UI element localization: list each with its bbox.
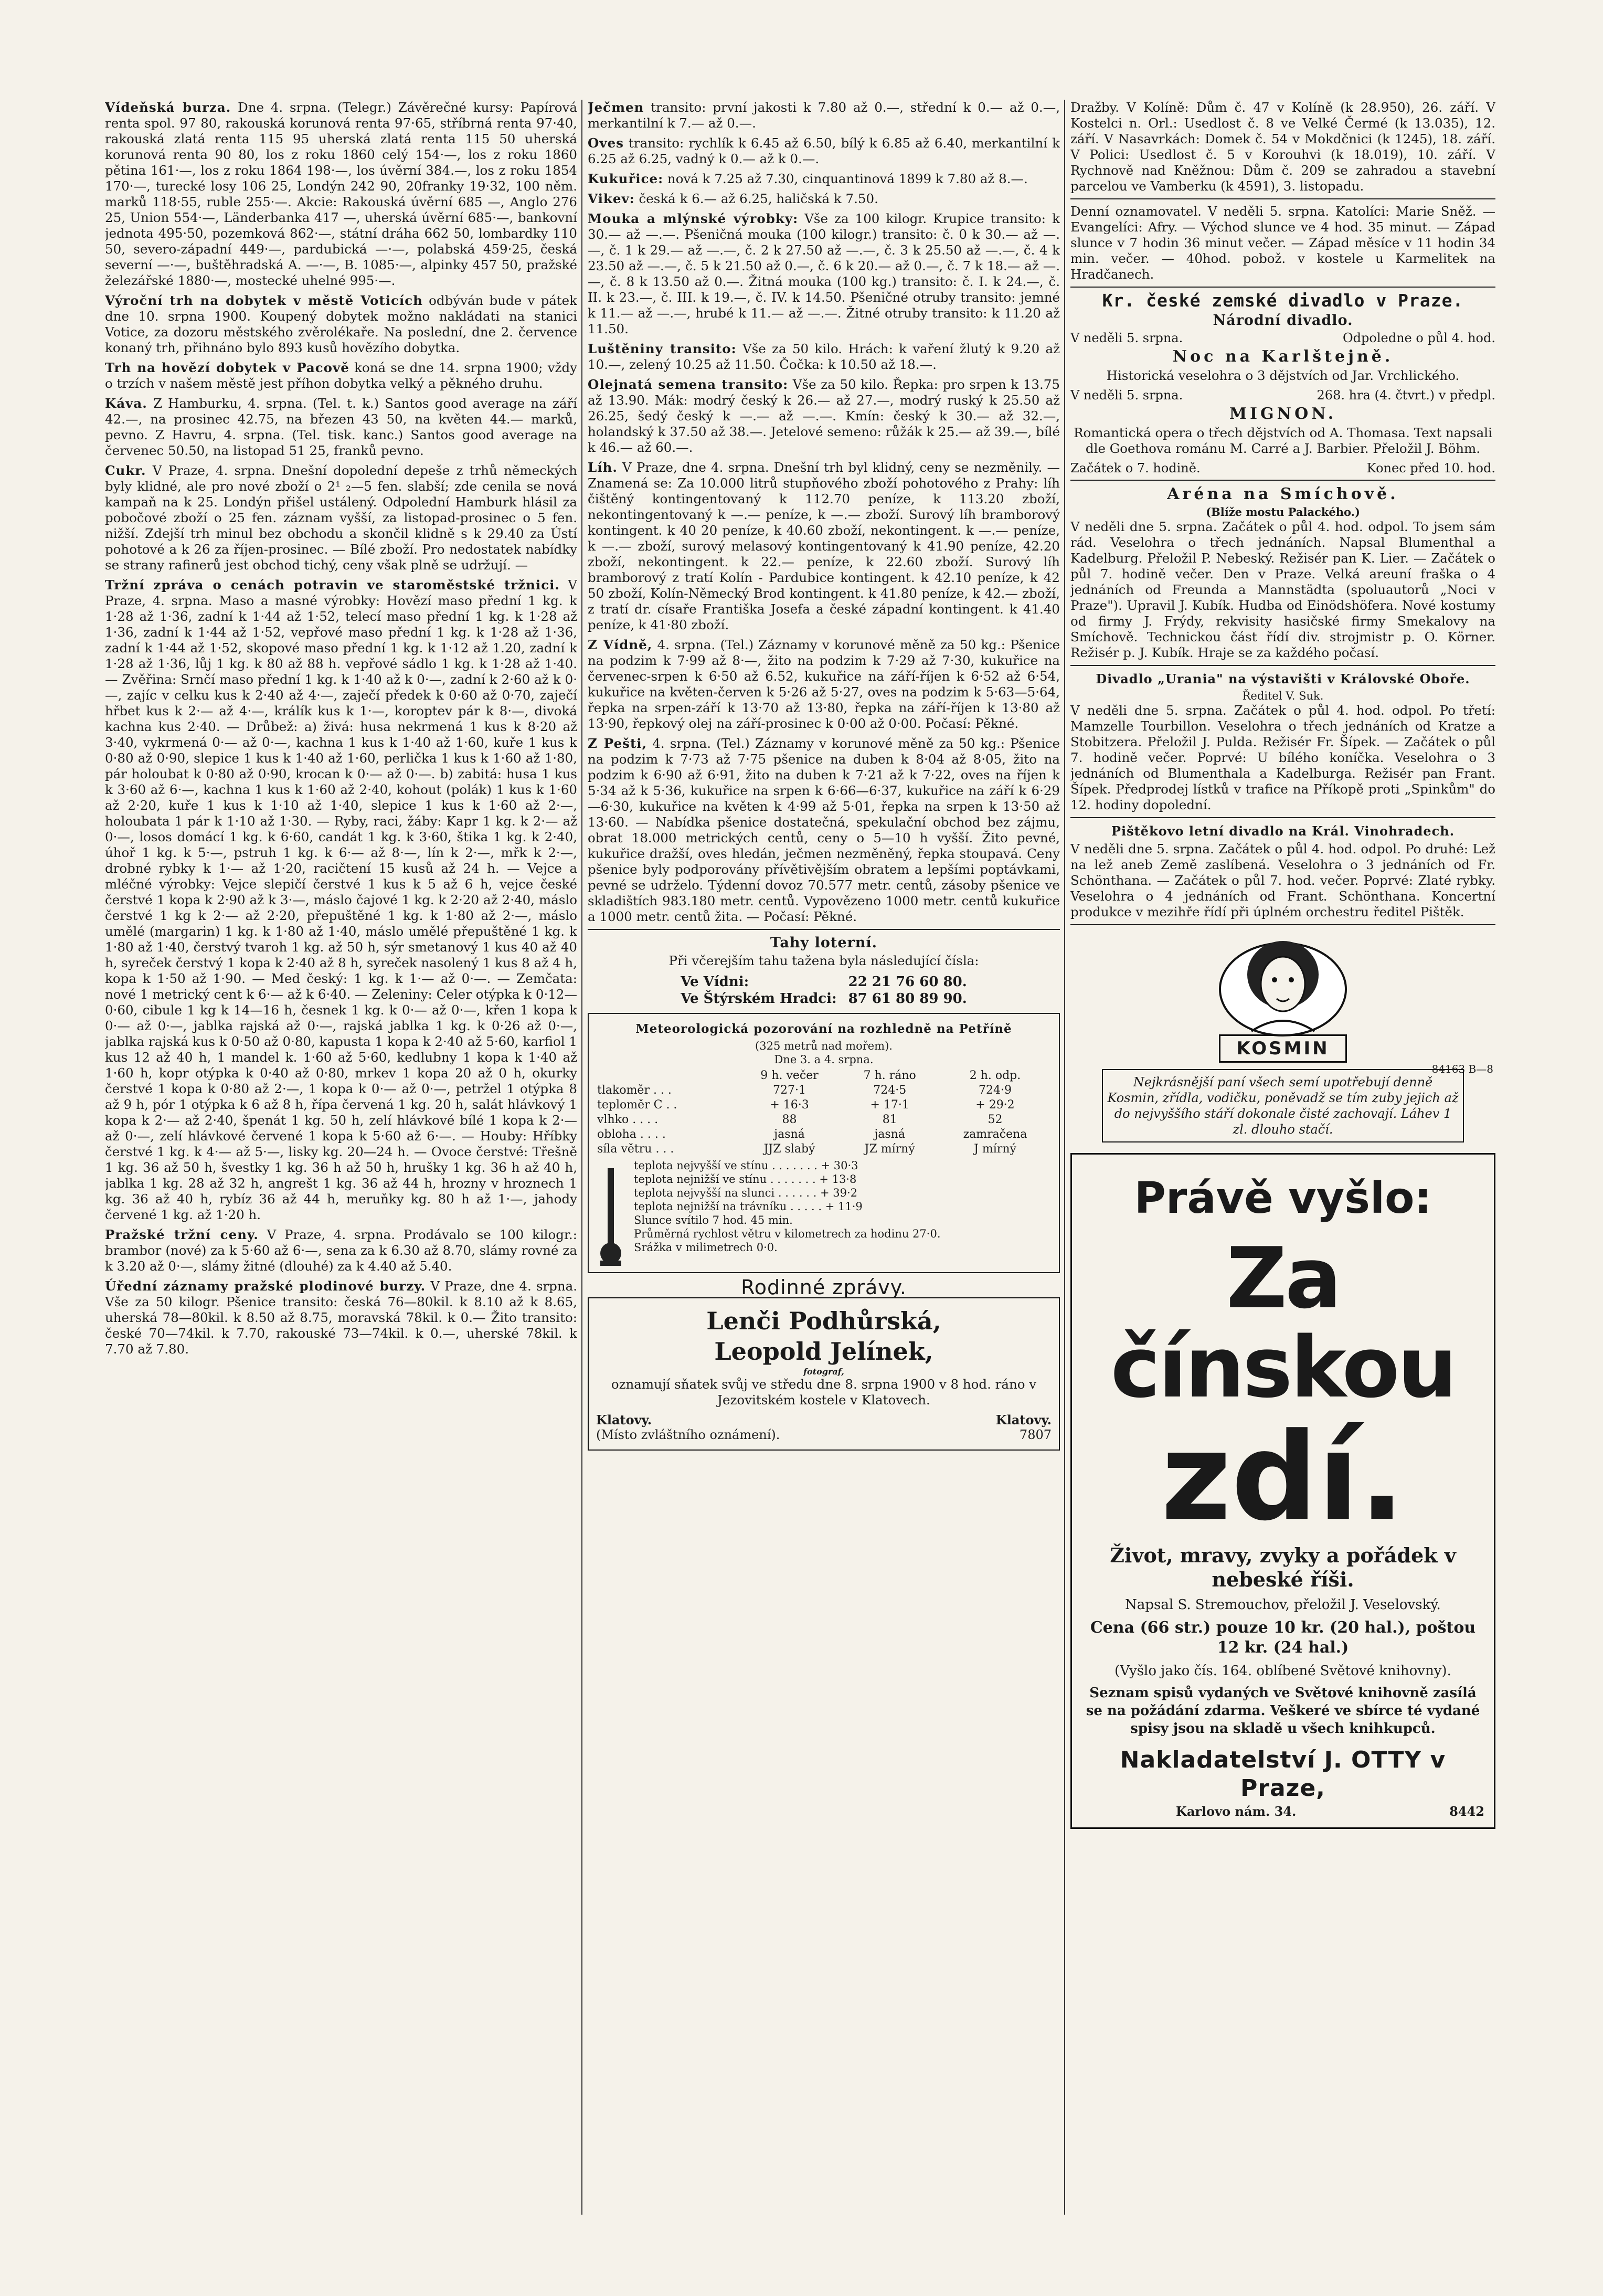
national-theatre-box: Kr. české zemské divadlo v Praze. Národní divadlo. V neděli 5. srpna. Odpoledne o půl 4. hod. Noc na Karlštejně. Historická veselohra o 3 dějstvích od Jar. Vrchlického. V neděli 5. srpna. 268. hra (4. čtvrt.) v předpl. MIGNON. Romantická opera o třech dějstvích od A. Thomasa. Text napsali dle Goethova románu M. Carré a J. Barbier. Přeložil J. Böhm. Začátek o 7. hodině. Konec před 10. hod. xyxy=(1070,290,1495,475)
article-pest-grain: Z Pešti, 4. srpna. (Tel.) Záznamy v korunové měně za 50 kg.: Pšenice na podzim k 7·73 až 7·75 pšenice na duben k 8·04 až 8·05, žito na podzim k 6·90 až 6·91, žito na duben k 7·21 až k 7·22, oves na říjen k 5·34 až k 5·36, kukuřice na srpen k 6·66—6·37, kukuřice na září k 6·29—6·30, kukuřice na květen k 4·99 až 5·01, řepka na srpen k 13·50 až 13·60. — Nabídka pšenice dostatečná, spekulační obchod bez zájmu, obrat 18.000 metrických centů, ceny o 5—10 h vyšší. Žito pevné, kukuřice dražší, oves hledán, ječmen nezměněný, řepka stoupavá. Ceny pšenice byly podporovány přívětivějším obratem a lepšími poptávkami, pevné se udrželo. Týdenní dovoz 70.577 metr. centů, zásoby pšenice ve skladištích 983.180 metr. centů. Vypovězeno 1000 metr. centů kukuřice a 1000 metr. centů žita. — Počasí: Pěkné. xyxy=(588,736,1060,924)
woman-portrait-icon xyxy=(1215,932,1351,1036)
kosmin-advert: KOSMIN 84163 B—8 Nejkrásnější paní všech semí upotřebují denně Kosmin, zřídla, vodičku, poněvadž se tím zuby jejich až do nejvyššího stáří dokonale čisté zachovají. Láhev 1 zl. dlouho stačí. xyxy=(1070,932,1495,1142)
article-pacov-market: Trh na hovězí dobytek v Pacově koná se dne 14. srpna 1900; vždy o trzích v našem městě jest příhon dobytka velký a pěkného druhu. xyxy=(105,360,577,391)
book-advert: Právě vyšlo: Za čínskou zdí. Život, mravy, zvyky a pořádek v nebeské říši. Napsal S. Stremouchov, přeložil J. Veselovský. Cena (66 str.) pouze 10 kr. (20 hal.), poštou 12 kr. (24 hal.) (Vyšlo jako čís. 164. oblíbené Světové knihovny). Seznam spisů vydaných ve Světové knihovně zasílá se na požádání zdarma. Veškeré ve sbírce té vydané spisy jsou na skladě u všech knihkupců. Nakladatelství J. OTTY v Praze, Karlovo nám. 34. 8442 xyxy=(1070,1153,1495,1829)
article-food-prices: Tržní zpráva o cenách potravin ve staroměstské tržnici. V Praze, 4. srpna. Maso a masné výrobky: Hovězí maso přední 1 kg. k 1·28 až 1·36, zadní k 1·44 až 1·52, telecí maso přední 1 kg. k 1·28 až 1·36, zadní k 1·44 až 1·52, vepřové maso přední 1 kg. k 1·28 až 1·36, zadní k 1·44 až 1·52, skopové maso přední 1 kg. k 1·12 až 1.20, zadní k 1·28 až 1·36, lůj 1 kg. k 80 až 88 h. vepřové sádlo 1 kg. k 1·28 až 1·40. — Zvěřina: Srnčí maso přední 1 kg. k 1·40 až k 0·—, zadní k 2·60 až k 0·—, zajíc v celku kus k 2·40 až 4·—, zaječí předek k 0·60 až 0·70, zaječí hřbet kus k 2·— až 4·—, králík kus k 1·—, koroptev pár k 8·—, divoká kachna kus 2·40. — Drůbež: a) živá: husa nekrmená 1 kus k 8·20 až 3·40, vykrmená 0·— až 0·—, kachna 1 kus k 1·40 až 1·60, kuře 1 kus k 0·80 až 0·90, slepice 1 kus k 1·40 až 1·60, perlička 1 kus k 1·60 až 1·80, pár holoubat k 0·80 až 0·90, krocan k 0·— až 0·—. b) zabitá: husa 1 kus k 3·60 až 6·—, kachna 1 kus k 1·60 až 2·40, kohout (polák) 1 kus k 1·60 až 2·20, kuře 1 kus k 1·10 až 1·40, slepice 1 kus k 1·60 až 2·—, holoubata 1 pár k 1·10 až 1·30. — Ryby, raci, žáby: Kapr 1 kg. k 2·— až 0·—, losos domácí 1 kg. k 6·60, candát 1 kg. k 3·60, štika 1 kg. k 2·40, úhoř 1 kg. k 5·—, pstruh 1 kg. k 6·— až 8·—, lín k 2·—, mřk k 2·—, drobné rybky k 1·— až 1·20, racičtení 15 kusů až 24 h. — Vejce a mléčné výrobky: Vejce slepičí čerstvé 1 kus k 5 až 6 h, vejce české čerstvé 1 kopa k 2·90 až k 3·—, máslo čajové 1 kg. k 2·20 až 2·40, máslo čerstvé 1 kg k 2·— až 2·20, přepuštěné 1 kg. k 1·80 až 2·—, máslo umělé (margarin) 1 kg. k 1·80 až 1·40, máslo umělé přepuštěné 1 kg. k 1·80 až 1·40, čerstvý tvaroh 1 kg. až 50 h, sýr smetanový 1 kus 40 až 40 h, syreček čerstvý 1 kopa k 2·40 až 8 h, syreček nasolený 1 kus 8 až 4 h, kopa k 1·50 až 1·90. — Med český: 1 kg. k 1·— až 0·—. — Zemčata: nové 1 metrický cent k 6·— až k 6·40. — Zeleniny: Celer otýpka k 0·12—0·60, cibule 1 kg k 14—16 h, česnek 1 kg. k 0·— až 0·—, křen 1 kopa k 0·— až 0·—, jablka rajská až 0·—, rajská jablka 1 kg. k 0·26 až 0·—, jablka rajská kus k 0·50 až 0·80, kapusta 1 kopa k 2·40 až 5·60, karfiol 1 kus 12 až 40 h, 1 mandel k. 1·60 až 5·60, kedlubny 1 kopa k 1·40 až 1·60 h, kopr otýpka k 0·40 až 0·80, mrkev 1 kopa 20 až 0 h, okurky čerstvé 1 kopa k 0·80 až 2·—, 1 kopa k 0·— až 0·—, petržel 1 otýpka 8 až 9 h, pór 1 otýpka k 6 až 8 h, řípa červená 1 kg. 20 h, salát hlávkový 1 kopa k 2·— až 2·40, špenát 1 kg. 50 h, zelí hlávkové bílé 1 kopa k 2·— až 0·—, zelí hlávkové červené 1 kopa k 5·60 až 6·—. — Houby: Hříbky čerstvé 1 kg. k 4·— až 5·—, lisky kg. 20—24 h. — Ovoce čerstvé: Třešně 1 kg. 36 až 50 h, švestky 1 kg. 36 h až 50 h, hrušky 1 kg. 36 h až 40 h, jablka 1 kg. 28 až 32 h, angrešt 1 kg. 36 až 44 h, hrozny v hroznech 1 kg. 36 až 40 h, rybíz 36 až 44 h, meruňky kg. 80 h až 1·—, jahody červené 1 kg. až 1·20 h. xyxy=(105,577,577,1222)
book-title: zdí. xyxy=(1161,1408,1405,1548)
article-legumes: Luštěniny transito: Vše za 50 kilo. Hrách: k vaření žlutý k 9.20 až 10.—, zelený 10.25 až 11.50. Čočka: k 10.50 až 18.—. xyxy=(588,341,1060,372)
column-notices xyxy=(1070,100,1495,2215)
column-rule xyxy=(581,100,582,2215)
column-rule xyxy=(1064,100,1065,2215)
weather-row: teploměr C . . + 16·3 + 17·1 + 29·2 xyxy=(597,1098,1015,1112)
article-barley: Ječmen transito: první jakosti k 7.80 až 0.—, střední k 0.— až 0.—, merkantilní k 7.— až 0.—. xyxy=(588,100,1060,131)
article-oilseeds: Olejnatá semena transito: Vše za 50 kilo. Řepka: pro srpen k 13.75 až 13.90. Mák: modrý český k 26.— až 27.—, modrý ruský k 25.50 až 26.25, šedý český k —.— až —.—. Kmín: český k 30.— až 32.—, holandský k 37.50 až 38.—. Jetelové semeno: růžák k 25.— až 39.—, bílé k 46.— až 60.—. xyxy=(588,377,1060,455)
wedding-announcement: Lenči Podhůrská, Leopold Jelínek, fotograf, oznamují sňatek svůj ve středu dne 8. srpna 1900 v 8 hod. ráno v Jezovitském kostele v Klatovech. Klatovy. Klatovy. (Místo zvláštního oznámení). 7807 xyxy=(588,1297,1060,1451)
book-title: Za čínskou xyxy=(1110,1229,1456,1416)
weather-row: vlhko . . . . 88 81 52 xyxy=(597,1113,1003,1126)
divider xyxy=(1070,665,1495,666)
article-prague-market: Pražské tržní ceny. V Praze, 4. srpna. Prodávalo se 100 kilogr.: brambor (nové) za k 5·60 až 6·—, sena za k 6.30 až 8.70, slámy rovné za k 3.20 až 0·—, slámy žitné (dlouhé) za k 4.40 až 5.40. xyxy=(105,1227,577,1274)
article-corn: Kukuřice: nová k 7.25 až 7.30, cinquantinová 1899 k 7.80 až 8.—. xyxy=(588,171,1028,186)
weather-header-row: 9 h. večer 7 h. ráno 2 h. odp. xyxy=(760,1069,1021,1082)
article-coffee: Káva. Z Hamburku, 4. srpna. (Tel. t. k.) Santos good average na září 42.—, na prosinec 42.75, na březen 43 50, na květen 44.— marků, pevno. Z Havru, 4. srpna. (Tel. tisk. kanc.) Santos good average na červenec 50.50, na listopad 51 25, franků pevno. xyxy=(105,396,577,458)
article-oats: Oves transito: rychlík k 6.45 až 6.50, bílý k 6.85 až 6.40, merkantilní k 6.25 až 6.25, vadný k 0.— až k 0.—. xyxy=(588,135,1060,166)
article-vienna-bourse: Vídeňská burza. Dne 4. srpna. (Telegr.) Závěrečné kursy: Papírová renta spol. 97 80, rakouská korunová renta 97·65, stříbrná renta 97·40, rakouská zlatá renta 115 95 uherská zlatá renta 115 50 uherská korunová renta 90 80, los z roku 1860 celý 154·—, los z roku 1860 pětina 161·—, los z roku 1864 198·—, los úvěrní 384.—, los z roku 1854 170·—, turecké losy 106 25, Londýn 242 90, 20franky 19·32, 100 něm. marků 118·55, ruble 255·—. Akcie: Rakouská úvěrní 685 —, Anglo 276 25, Union 554·—, Länderbanka 417 —, uherská úvěrní 685·—, bankovní jednota 495·50, pozemková 862·—, státní dráha 662 50, lombardky 110 50, severo-západní 449·—, pardubická —·—, polabská 459·25, česká severní —·—, buštěhradská A. —·—, B. 1085·—, alpinky 457 50, pražské železářské 1880·—, mostecké uhelné 995·—. xyxy=(105,100,577,288)
article-votice-market: Výroční trh na dobytek v městě Voticích odbýván bude v pátek dne 10. srpna 1900. Koupený dobytek možno nakládati na stanici Votice, za dozoru městského zvěrolékaře. Na poslední, dne 2. července konaný trh, přihnáno bylo 893 kusů hovězího dobytka. xyxy=(105,293,577,355)
article-vienna-grain: Z Vídně, 4. srpna. (Tel.) Záznamy v korunové měně za 50 kg.: Pšenice na podzim k 7·99 až 8·—, žito na podzim k 7·29 až 7·30, kukuřice na červenec-srpen k 6·50 až 6.52, kukuřice na září-říjen k 6·52 až 6·54, kukuřice na květen-červen k 5·26 až 5·27, oves na podzim k 5·63—5·64, řepka na srpen-září k 13·70 až 13·80, řepka na září-říjen k 13·80 až 13·90, řepkový olej na září-prosinec k 0·00 až 0·00. Počasí: Pěkné. xyxy=(588,637,1060,731)
weather-row: síla větru . . . JJZ slabý JZ mírný J mírný xyxy=(597,1142,1016,1156)
arena-smichov-box: Aréna na Smíchově. (Blíže mostu Palackého.) V neděli dne 5. srpna. Začátek o půl 4. hod. odpol. To jsem sám rád. Veselohra o třech jednáních. Napsal Blumenthal a Kadelburg. Přeložil P. Nebeský. Režisér pan K. Lier. — Začátek o půl 7. hodině večer. Den v Praze. Velká areuní fraška o 4 jednáních od Freunda a Mannstädta (spoluautorů „Noci v Praze"). Upravil J. Kubík. Hudba od Einödshöfera. Nové kostumy od firmy J. Frýdy, rekvisity hasičské firmy Smekalovy na Smíchově. Technickou část řídí div. strojmistr p. O. Körner. Režisér p. J. Kubík. Hraje se za každého počasí. xyxy=(1070,485,1495,660)
divider xyxy=(1070,287,1495,288)
lottery-table xyxy=(674,973,973,1008)
column-economy xyxy=(105,100,577,2215)
publisher-name: Nakladatelství J. OTTY v Praze, xyxy=(1120,1747,1446,1802)
pistek-theatre-box: Pištěkovo letní divadlo na Král. Vinohradech. V neděli dne 5. srpna. Začátek o půl 4. hod. odpol. Po druhé: Lež na lež aneb Země zaslíbená. Veselohra o 3 jednáních od Fr. Schönthana. — Začátek o půl 7. hod. večer. Poprvé: Zlaté rybky. Veselohra o 4 jednáních od Frant. Schönthana. Koncertní produkce v mezihře řídí při úplném orchestru ředitel Pištěk. xyxy=(1070,823,1495,919)
lottery-box xyxy=(588,934,1060,1008)
kosmin-brand: KOSMIN xyxy=(1219,1034,1346,1063)
article-commodity-exchange: Úřední záznamy pražské plodinové burzy. V Praze, dne 4. srpna. Vše za 50 kilogr. Pšenice transito: česká 76—80kil. k 8.10 až k 8.65, uherská 78—80kil. k 8.50 až 8.75, moravská 78kil. k 0.— Žito transito: české 70—74kil. k 7.70, rakouské 73—74kil. k 0.—, uherské 78kil. k 7.70 až 7.80. xyxy=(105,1278,577,1357)
lottery-intro: Při včerejším tahu tažena byla následující čísla: xyxy=(668,953,979,968)
divider xyxy=(588,929,1060,930)
weather-table xyxy=(595,1068,1053,1157)
column-markets xyxy=(588,100,1060,2215)
divider xyxy=(1070,480,1495,481)
lottery-title: Tahy loterní. xyxy=(770,935,878,951)
article-sugar: Cukr. V Praze, 4. srpna. Dnešní dopolední depeše z trhů německých byly klidné, ale pro nové zboží o 2¹ ₂—5 fen. slabší; zde cenila se nová kampaň na k 25. Londýn přišel ustálený. Odpolední Hamburk hlásil za pobočové zboží o 25 fen. záznam vyšší, za listopad-prosinec o 5 fen. nižší. Zdejší trh minul bez obchodu a skončil klidně s k 29.40 za Ústí pohotové a k 26 za říjen-prosinec. — Bílé zboží. Pro nedostatek nabídky se strany rafinerů jest obchod tichý, ceny však plně se udržují. — xyxy=(105,463,577,573)
weather-extra: teplota nejvyšší ve stínu . . . . . . . + 30·3 teplota nejnižší ve stínu . . . . . . . + 13·8 teplota nejvyšší na slunci . . . . . . + 39·2 teplota nejnižší na trávníku . . . . . + 11·9 Slunce svítilo 7 hod. 45 min. Průměrná rychlost větru v kilometrech za hodinu 27·0. Srážka v milimetrech 0·0. xyxy=(634,1159,941,1254)
weather-box xyxy=(588,1013,1060,1273)
article-spirits: Líh. V Praze, dne 4. srpna. Dnešní trh byl klidný, ceny se nezměnily. — Znamená se: Za 10.000 litrů stupňového zboží pohotového z Prahy: líh čištěný kontingentovaný k 112.70 peníze, k 113.20 zboží, nekontingentovaný k —.— peníze, k —.— zboží. Surový líh bramborový kontingent. k 40 20 peníze, k 40.60 zboží, nekontingent. k —.— peníze, k —.— zboží, surový melasový kontingentovaný k 41.90 peníze, 42.20 zboží, nekontingent. k 22.— peníze, k 22.60 zboží. Surový líh bramborový z tratí Kolín - Pardubice kontingent. k 42.10 peníze, k 42 50 zboží, Kolín-Německý Brod kontingent. k 41.80 peníze, k 42.— zboží, z tratí dr. císaře Františka Josefa a české západní kontingent. k 41.40 peníze, k 41·80 zboží. xyxy=(588,460,1060,632)
weather-subtitle: (325 metrů nad mořem). xyxy=(755,1040,893,1052)
family-news-header: Rodinné zprávy. xyxy=(741,1276,907,1299)
divider xyxy=(1070,198,1495,199)
lottery-row: Ve Vídni: 22 21 76 60 80. xyxy=(681,974,967,990)
divider xyxy=(1070,924,1495,925)
daily-notices: Denní oznamovatel. V neděli 5. srpna. Katolíci: Marie Sněž. — Evangelíci: Afry. — Východ slunce ve 4 hod. 35 minut. — Západ slunce v 7 hodin 36 minut večer. — Západ měsíce v 11 hodin 34 min. večer. — 40hod. pobož. v kostele u Karmelitek na Hradčanech. xyxy=(1070,204,1495,282)
weather-row: obloha . . . . jasná jasná zamračena xyxy=(597,1128,1027,1141)
weather-title: Meteorologická pozorování na rozhledně na Petříně xyxy=(635,1022,1012,1036)
newspaper-page xyxy=(105,100,1495,2215)
weather-row: tlakoměr . . . 727·1 724·5 724·9 xyxy=(597,1084,1012,1097)
urania-theatre-box: Divadlo „Urania" na výstavišti v Královské Oboře. Ředitel V. Suk. V neděli dne 5. srpna. Začátek o půl 4. hod. odpol. Po třetí: Mamzelle Tourbillon. Veselohra o třech jednáních od Kratze a Stobitzera. Přeložil J. Pulda. Režisér Fr. Šípek. — Začátek o půl 7. hodině večer. Poprvé: U bílého koníčka. Veselohra o 3 jednáních od Blumenthala a Kadelburga. Režisér pan Frant. Šípek. Předprodej lístků v trafice na Příkopě proti „Spinkům" do 12. hodiny dopolední. xyxy=(1070,671,1495,812)
play-title: Noc na Karlštejně. xyxy=(1172,347,1394,366)
weather-date: Dne 3. a 4. srpna. xyxy=(774,1053,874,1066)
article-vetch: Vikev: česká k 6.— až 6.25, haličská k 7.50. xyxy=(588,191,878,206)
lottery-row: Ve Štýrském Hradci: 87 61 80 89 90. xyxy=(681,991,967,1007)
auction-notices: Dražby. V Kolíně: Dům č. 47 v Kolíně (k 28.950), 26. září. V Kostelci n. Orl.: Usedlost č. 8 ve Velké Čermé (k 13.035), 12. září. V Nasavrkách: Domek č. 54 v Mokdčnici (k 1245), 18. září. V Polici: Usedlost č. 5 v Korouhvi (k 18.019), 10. září. V Rychnově nad Kněžnou: Dům č. 209 se zahradou a stavební parcelou ve Vamberku (k 4591), 3. listopadu. xyxy=(1070,100,1495,194)
kosmin-slogan: Nejkrásnější paní všech semí upotřebují denně Kosmin, zřídla, vodičku, poněvadž se tím zuby jejich až do nejvyššího stáří dokonale čisté zachovají. Láhev 1 zl. dlouho stačí. xyxy=(1102,1069,1464,1142)
divider xyxy=(1070,817,1495,818)
play-title: MIGNON. xyxy=(1229,405,1337,423)
article-flour: Mouka a mlýnské výrobky: Vše za 100 kilogr. Krupice transito: k 30.— až —.—. Pšeničná mouka (100 kilogr.) transito: č. 0 k 30.— až —.—, č. 1 k 29.— až —.—, č. 2 k 27.50 až —.—, č. 3 k 25.50 až —.—, č. 4 k 23.50 až —.—, č. 5 k 21.50 až 0.—, č. 6 k 20.— až 0.—, č. 7 k 18.— až —.—, č. 8 k 13.50 až 0.—. Žitná mouka (100 kg.) transito: č. I. k 24.—, č. II. k 23.—, č. III. k 19.—, č. IV. k 14.50. Pšeničné otruby transito: jemné k 11.— až —.—, hrubé k 11.— až —.—. Žitné otruby transito: k 11.20 až 11.50. xyxy=(588,211,1060,336)
thermometer-icon xyxy=(595,1163,627,1268)
